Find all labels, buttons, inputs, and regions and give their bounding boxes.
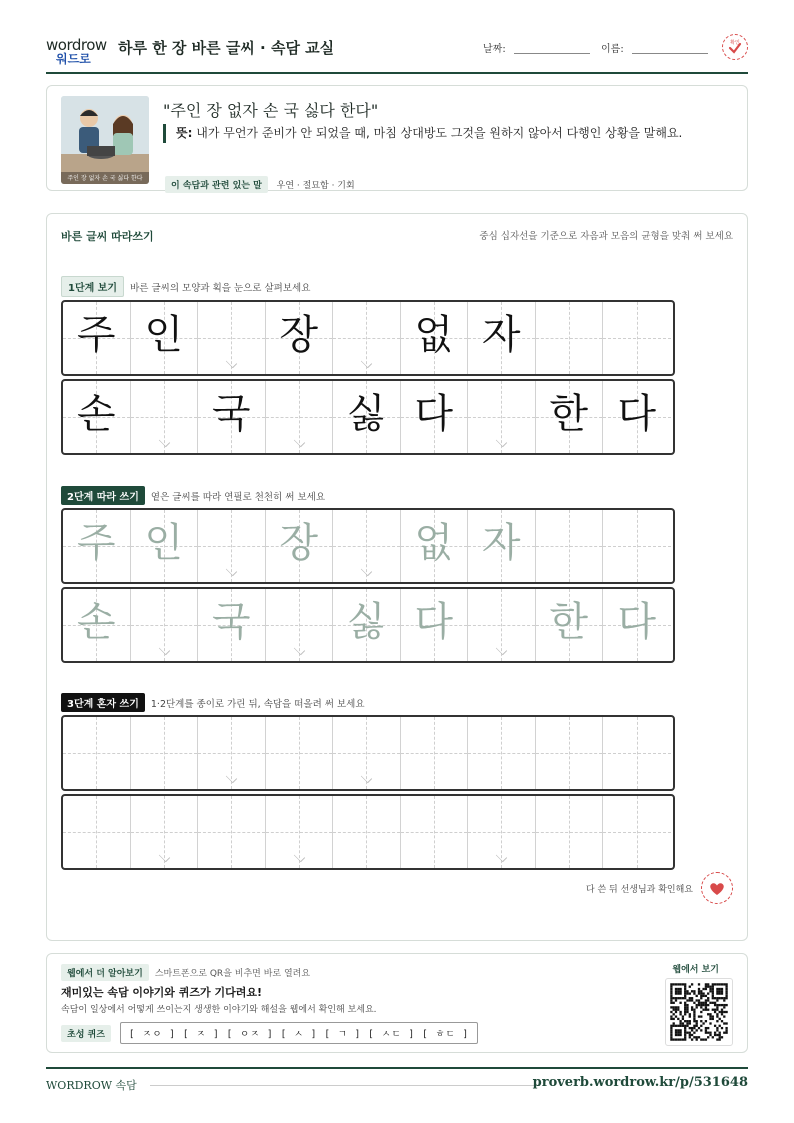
practice-hint: 중심 십자선을 기준으로 자음과 모음의 균형을 맞춰 써 보세요: [479, 231, 733, 242]
step2-row-2[interactable]: [61, 587, 675, 663]
space-mark-icon: [361, 772, 372, 783]
guide-horizontal: [131, 753, 198, 754]
guide-horizontal: [131, 625, 198, 626]
guide-horizontal: [333, 753, 400, 754]
step1-badge: 1단계 보기: [61, 276, 124, 297]
step3-row-2[interactable]: [61, 794, 675, 870]
grid-cell: [266, 302, 334, 374]
grid-char: 손: [76, 391, 116, 437]
grid-char: 주: [76, 520, 116, 566]
grid-cell: [63, 381, 131, 453]
step1-row-1: [61, 300, 675, 376]
grid-cell: [401, 302, 469, 374]
check-note: 다 쓴 뒤 선생님과 확인해요: [585, 885, 693, 895]
grid-char: 다: [617, 391, 657, 437]
proverb-text: "주인 장 없자 손 국 싫다 한다": [163, 101, 379, 120]
footer-divider: [150, 1085, 540, 1086]
step3-badge: 3단계 혼자 쓰기: [61, 693, 145, 712]
space-mark-icon: [496, 851, 507, 862]
space-mark-icon: [294, 436, 305, 447]
guide-horizontal: [468, 625, 535, 626]
grid-char: 한: [549, 599, 589, 645]
grid-char: 다: [617, 599, 657, 645]
guide-horizontal: [401, 832, 468, 833]
step2-hint: 옅은 글씨를 따라 연필로 천천히 써 보세요: [150, 492, 326, 503]
guide-horizontal: [333, 546, 400, 547]
page-header: [46, 30, 748, 74]
guide-horizontal: [198, 546, 265, 547]
qr-code-icon[interactable]: [665, 978, 733, 1046]
guide-horizontal: [468, 753, 535, 754]
web-badge-line: [61, 964, 310, 981]
grid-cell[interactable]: [333, 510, 401, 582]
space-mark-icon: [159, 851, 170, 862]
quiz-box: [ ㅈㅇ ] [ ㅈ ] [ ㅇㅈ ] [ ㅅ ] [ ㄱ ] [ ㅅㄷ ] [ ㅎㄷ ]: [120, 1022, 478, 1044]
step3-header: [61, 693, 365, 712]
web-badge: 웹에서 더 알아보기: [61, 964, 149, 981]
grid-cell: [536, 302, 604, 374]
footer-brand: WORDROW 속담: [46, 1079, 137, 1092]
grid-char: 국: [211, 599, 251, 645]
worksheet-title: 하루 한 장 바른 글씨 · 속담 교실: [118, 39, 335, 57]
guide-horizontal: [198, 832, 265, 833]
grid-char: 장: [279, 520, 319, 566]
grid-char: 손: [76, 599, 116, 645]
grid-cell[interactable]: [401, 717, 469, 789]
grid-char: 주: [76, 312, 116, 358]
guide-horizontal: [536, 546, 603, 547]
grid-char: 없: [414, 312, 454, 358]
proverb-illustration: [61, 96, 149, 184]
grid-cell: [603, 381, 671, 453]
space-mark-icon: [294, 644, 305, 655]
grid-cell[interactable]: [266, 717, 334, 789]
step1-hint: 바른 글씨의 모양과 획을 눈으로 살펴보세요: [130, 283, 311, 294]
grid-cell[interactable]: [63, 796, 131, 868]
grid-char: 자: [481, 520, 521, 566]
practice-card: [46, 213, 748, 941]
guide-horizontal: [63, 753, 130, 754]
grid-cell[interactable]: [63, 589, 131, 661]
step3-hint: 1·2단계를 종이로 가린 뒤, 속담을 떠올려 써 보세요: [150, 699, 365, 710]
grid-char: 자: [481, 312, 521, 358]
grid-cell[interactable]: [63, 717, 131, 789]
grid-char: 싫: [346, 391, 386, 437]
grid-cell[interactable]: [468, 796, 536, 868]
web-desc: 속담이 일상에서 어떻게 쓰이는지 생생한 이야기와 해설을 웹에서 확인해 보세요.: [61, 1005, 377, 1015]
grid-cell[interactable]: [198, 796, 266, 868]
space-mark-icon: [496, 644, 507, 655]
grid-cell[interactable]: [603, 796, 671, 868]
meaning-label: 뜻:: [176, 126, 193, 140]
web-card: [46, 953, 748, 1053]
grid-cell: [468, 302, 536, 374]
step3-row-1[interactable]: [61, 715, 675, 791]
page-footer: [46, 1067, 748, 1099]
grid-cell: [198, 302, 266, 374]
guide-horizontal: [468, 417, 535, 418]
grid-cell: [131, 302, 199, 374]
space-mark-icon: [159, 644, 170, 655]
guide-horizontal: [401, 753, 468, 754]
meaning-box: [163, 124, 736, 143]
grid-cell: [198, 381, 266, 453]
grid-cell[interactable]: [333, 589, 401, 661]
grid-cell[interactable]: [333, 796, 401, 868]
guide-horizontal: [536, 832, 603, 833]
space-mark-icon: [361, 565, 372, 576]
grid-char: 인: [144, 312, 184, 358]
date-blank: [514, 53, 590, 54]
guide-horizontal: [603, 832, 671, 833]
grid-cell[interactable]: [266, 589, 334, 661]
grid-char: 다: [414, 599, 454, 645]
logo-text: wordrow: [46, 36, 107, 54]
guide-horizontal: [63, 832, 130, 833]
grid-cell[interactable]: [536, 717, 604, 789]
space-mark-icon: [226, 565, 237, 576]
step2-row-1[interactable]: [61, 508, 675, 584]
grid-cell[interactable]: [266, 510, 334, 582]
grid-char: 국: [211, 391, 251, 437]
confirm-stamp-icon: [722, 34, 748, 60]
guide-horizontal: [333, 832, 400, 833]
wordrow-logo[interactable]: [46, 36, 108, 66]
date-field[interactable]: [483, 40, 590, 55]
grid-cell[interactable]: [603, 717, 671, 789]
name-blank: [632, 53, 708, 54]
grid-cell[interactable]: [603, 510, 671, 582]
step1-row-2: [61, 379, 675, 455]
guide-horizontal: [266, 832, 333, 833]
name-label: 이름:: [601, 44, 624, 55]
grid-cell: [333, 302, 401, 374]
grid-cell[interactable]: [603, 589, 671, 661]
grid-cell[interactable]: [468, 589, 536, 661]
heart-stamp-icon: [701, 872, 733, 904]
chosung-quiz: [61, 1022, 478, 1044]
guide-horizontal: [198, 338, 265, 339]
guide-horizontal: [266, 417, 333, 418]
related-list: 우연 · 절묘함 · 기회: [276, 181, 355, 191]
footer-url[interactable]: proverb.wordrow.kr/p/531648: [532, 1075, 748, 1090]
guide-horizontal: [536, 338, 603, 339]
grid-cell: [468, 381, 536, 453]
grid-cell: [603, 302, 671, 374]
name-field[interactable]: [601, 40, 708, 55]
step1-header: [61, 276, 310, 297]
guide-horizontal: [603, 338, 671, 339]
grid-cell[interactable]: [131, 510, 199, 582]
grid-cell[interactable]: [468, 510, 536, 582]
grid-char: 한: [549, 391, 589, 437]
grid-cell[interactable]: [468, 717, 536, 789]
quiz-label: 초성 퀴즈: [61, 1025, 111, 1042]
grid-char: 없: [414, 520, 454, 566]
guide-horizontal: [198, 753, 265, 754]
space-mark-icon: [159, 436, 170, 447]
related-tag: 이 속담과 관련 있는 말: [165, 176, 268, 193]
grid-cell[interactable]: [401, 796, 469, 868]
web-headline: 재미있는 속담 이야기와 퀴즈가 기다려요!: [61, 986, 262, 999]
grid-cell[interactable]: [131, 796, 199, 868]
guide-horizontal: [131, 832, 198, 833]
date-label: 날짜:: [483, 44, 506, 55]
guide-horizontal: [603, 753, 671, 754]
space-mark-icon: [226, 772, 237, 783]
svg-text:주인 장 없자 손 국 싫다 한다: 주인 장 없자 손 국 싫다 한다: [67, 175, 143, 182]
grid-cell[interactable]: [333, 717, 401, 789]
grid-char: 다: [414, 391, 454, 437]
grid-cell[interactable]: [131, 717, 199, 789]
grid-cell: [536, 381, 604, 453]
grid-cell[interactable]: [401, 510, 469, 582]
space-mark-icon: [294, 851, 305, 862]
svg-text:확인: 확인: [730, 40, 740, 46]
grid-cell[interactable]: [198, 510, 266, 582]
guide-horizontal: [333, 338, 400, 339]
grid-cell[interactable]: [536, 796, 604, 868]
step2-badge: 2단계 따라 쓰기: [61, 486, 145, 505]
grid-cell[interactable]: [266, 796, 334, 868]
grid-cell[interactable]: [198, 589, 266, 661]
meaning-text: 내가 무언가 준비가 안 되었을 때, 마침 상대방도 그것을 원하지 않아서 다행인 상황을 말해요.: [196, 126, 683, 140]
related-words: [165, 176, 355, 193]
grid-cell[interactable]: [131, 589, 199, 661]
grid-cell[interactable]: [536, 510, 604, 582]
grid-char: 장: [279, 312, 319, 358]
guide-horizontal: [536, 753, 603, 754]
proverb-card: [46, 85, 748, 191]
grid-char: 인: [144, 520, 184, 566]
guide-horizontal: [266, 625, 333, 626]
guide-horizontal: [131, 417, 198, 418]
grid-cell[interactable]: [536, 589, 604, 661]
grid-char: 싫: [346, 599, 386, 645]
guide-horizontal: [266, 753, 333, 754]
grid-cell: [131, 381, 199, 453]
web-badge-hint: 스마트폰으로 QR을 비추면 바로 열려요: [154, 969, 311, 979]
grid-cell[interactable]: [198, 717, 266, 789]
space-mark-icon: [361, 357, 372, 368]
grid-cell[interactable]: [63, 510, 131, 582]
grid-cell: [63, 302, 131, 374]
guide-horizontal: [468, 832, 535, 833]
grid-cell: [333, 381, 401, 453]
qr-title: 웹에서 보기: [672, 965, 719, 975]
guide-horizontal: [603, 546, 671, 547]
space-mark-icon: [226, 357, 237, 368]
grid-cell: [266, 381, 334, 453]
grid-cell: [401, 381, 469, 453]
step2-header: [61, 486, 325, 505]
logo-korean: 워드로: [56, 52, 91, 66]
space-mark-icon: [496, 436, 507, 447]
grid-cell[interactable]: [401, 589, 469, 661]
practice-title: 바른 글씨 따라쓰기: [61, 230, 154, 243]
